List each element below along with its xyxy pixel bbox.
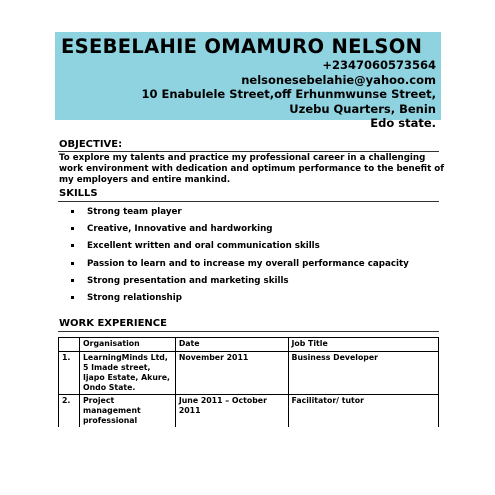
column-header-date: Date [175, 338, 288, 352]
table-header-row [59, 338, 439, 352]
table-row [59, 352, 439, 395]
objective-divider [58, 151, 439, 152]
date-cell: November 2011 [175, 352, 288, 395]
date-cell: June 2011 – October 2011 [175, 395, 288, 428]
table-row [59, 395, 439, 428]
work-experience-table [58, 337, 439, 427]
skills-list [68, 207, 409, 310]
row-number: 2. [59, 395, 80, 428]
skill-item: Creative, Innovative and hardworking [68, 224, 409, 241]
bullet-icon [71, 279, 74, 282]
address-line-3: Edo state. [370, 116, 436, 130]
address-line-2: Uzebu Quarters, Benin [289, 101, 436, 116]
row-number: 1. [59, 352, 80, 395]
skill-item: Strong presentation and marketing skills [68, 276, 409, 293]
candidate-name: ESEBELAHIE OMAMURO NELSON [61, 35, 423, 58]
skill-item: Strong team player [68, 207, 409, 224]
skills-divider [58, 201, 439, 202]
column-header-job-title: Job Title [288, 338, 439, 352]
phone-number: +2347060573564 [322, 58, 436, 72]
skill-item: Excellent written and oral communication skills [68, 241, 409, 258]
column-header-organisation: Organisation [79, 338, 175, 352]
bullet-icon [71, 262, 74, 265]
job-title-cell: Business Developer [288, 352, 439, 395]
objective-heading: OBJECTIVE: [59, 139, 123, 150]
organisation-cell: LearningMinds Ltd, 5 Imade street, Ijapo Estate, Akure, Ondo State. [79, 352, 175, 395]
work-experience-divider [58, 331, 439, 332]
address-line-1: 10 Enabulele Street,off Erhunmwunse Street, [141, 87, 436, 101]
bullet-icon [71, 296, 74, 299]
objective-text: To explore my talents and practice my professional career in a challenging work environment with dedication and optimum performance to the benefit of my employers and entire mankind. [59, 153, 445, 186]
contact-block [142, 58, 437, 131]
header-banner [55, 32, 441, 130]
job-title-cell: Facilitator/ tutor [288, 395, 439, 428]
skill-item: Passion to learn and to increase my overall performance capacity [68, 259, 409, 276]
organisation-cell: Project management professional [79, 395, 175, 428]
column-header-number [59, 338, 80, 352]
bullet-icon [71, 227, 74, 230]
skill-item: Strong relationship [68, 293, 409, 310]
bullet-icon [71, 244, 74, 247]
bullet-icon [71, 210, 74, 213]
skills-heading: SKILLS [59, 188, 98, 199]
email-address: nelsonesebelahie@yahoo.com [241, 72, 436, 87]
work-experience-heading: WORK EXPERIENCE [59, 318, 167, 329]
